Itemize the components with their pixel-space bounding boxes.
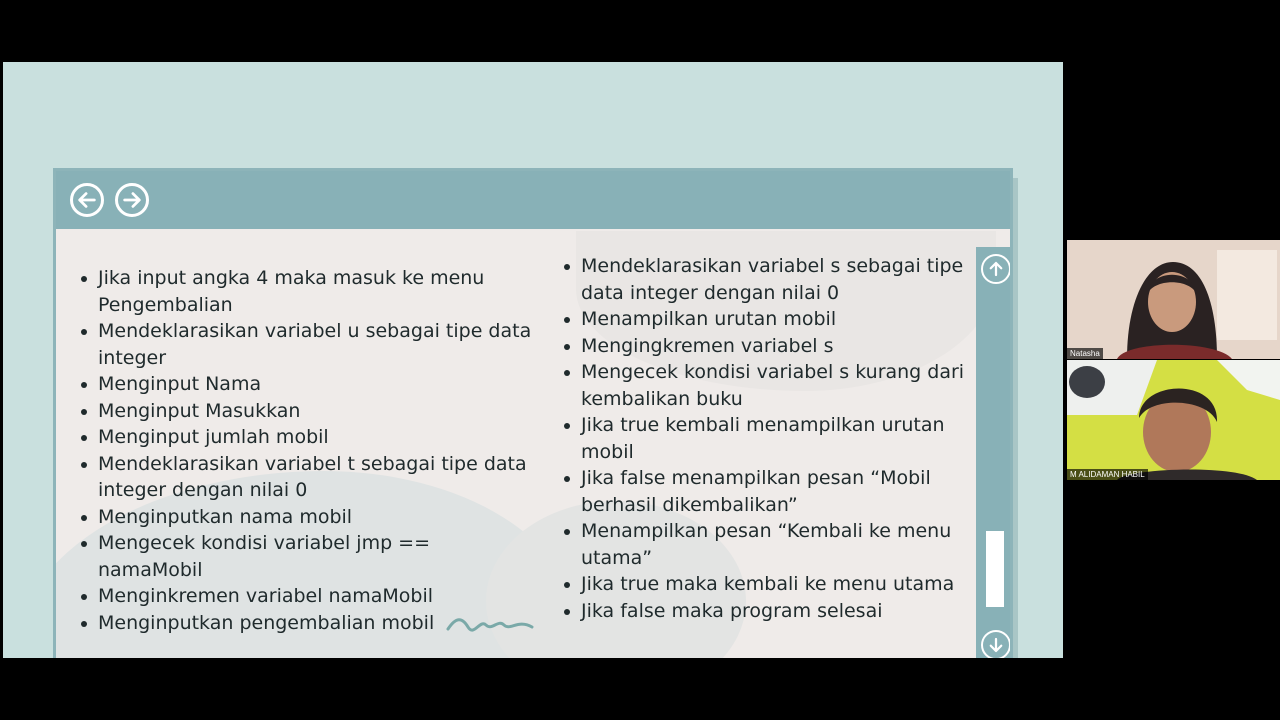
list-item: Menginputkan pengembalian mobil xyxy=(56,610,536,637)
list-item: Mengingkremen variabel s xyxy=(539,333,969,360)
list-item: Menginkremen variabel namaMobil xyxy=(56,583,536,610)
participant-name: Natasha xyxy=(1067,348,1103,359)
left-bullet-list xyxy=(56,265,536,636)
slide-window xyxy=(53,168,1013,658)
list-item: Menginput Masukkan xyxy=(56,398,536,425)
list-item: Mendeklarasikan variabel s sebagai tipe data integer dengan nilai 0 xyxy=(539,253,969,306)
participant-video-alidaman[interactable] xyxy=(1067,360,1280,480)
participant-video-frame xyxy=(1067,240,1280,359)
list-item: Jika false maka program selesai xyxy=(539,598,969,625)
list-item: Jika input angka 4 maka masuk ke menu Pengembalian xyxy=(56,265,536,318)
list-item: Jika false menampilkan pesan “Mobil berhasil dikembalikan” xyxy=(539,465,969,518)
window-titlebar xyxy=(56,171,1010,229)
list-item: Menampilkan urutan mobil xyxy=(539,306,969,333)
list-item: Menginput Nama xyxy=(56,371,536,398)
participant-video-frame xyxy=(1067,360,1280,480)
back-button[interactable] xyxy=(70,183,104,217)
forward-button[interactable] xyxy=(115,183,149,217)
list-item: Menginputkan nama mobil xyxy=(56,504,536,531)
participant-video-natasha[interactable] xyxy=(1067,240,1280,359)
scroll-up-button[interactable] xyxy=(981,254,1011,284)
list-item: Menginput jumlah mobil xyxy=(56,424,536,451)
list-item: Mengecek kondisi variabel jmp == namaMobil xyxy=(56,530,536,583)
list-item: Mengecek kondisi variabel s kurang dari kembalikan buku xyxy=(539,359,969,412)
participant-name: M ALIDAMAN HABIL xyxy=(1067,469,1148,480)
list-item: Jika true maka kembali ke menu utama xyxy=(539,571,969,598)
list-item: Mendeklarasikan variabel u sebagai tipe data integer xyxy=(56,318,536,371)
scroll-down-button[interactable] xyxy=(981,630,1011,658)
scrollbar-thumb[interactable] xyxy=(986,531,1004,607)
list-item: Jika true kembali menampilkan urutan mobil xyxy=(539,412,969,465)
arrow-up-icon xyxy=(987,260,1005,278)
list-item: Mendeklarasikan variabel t sebagai tipe data integer dengan nilai 0 xyxy=(56,451,536,504)
list-item: Menampilkan pesan “Kembali ke menu utama” xyxy=(539,518,969,571)
scrollbar[interactable] xyxy=(976,247,1013,658)
arrow-down-icon xyxy=(987,636,1005,654)
squiggle-decoration-icon xyxy=(446,615,536,635)
presentation-slide xyxy=(3,62,1063,658)
right-bullet-list xyxy=(539,253,969,624)
arrow-right-icon xyxy=(121,189,143,211)
arrow-left-icon xyxy=(76,189,98,211)
